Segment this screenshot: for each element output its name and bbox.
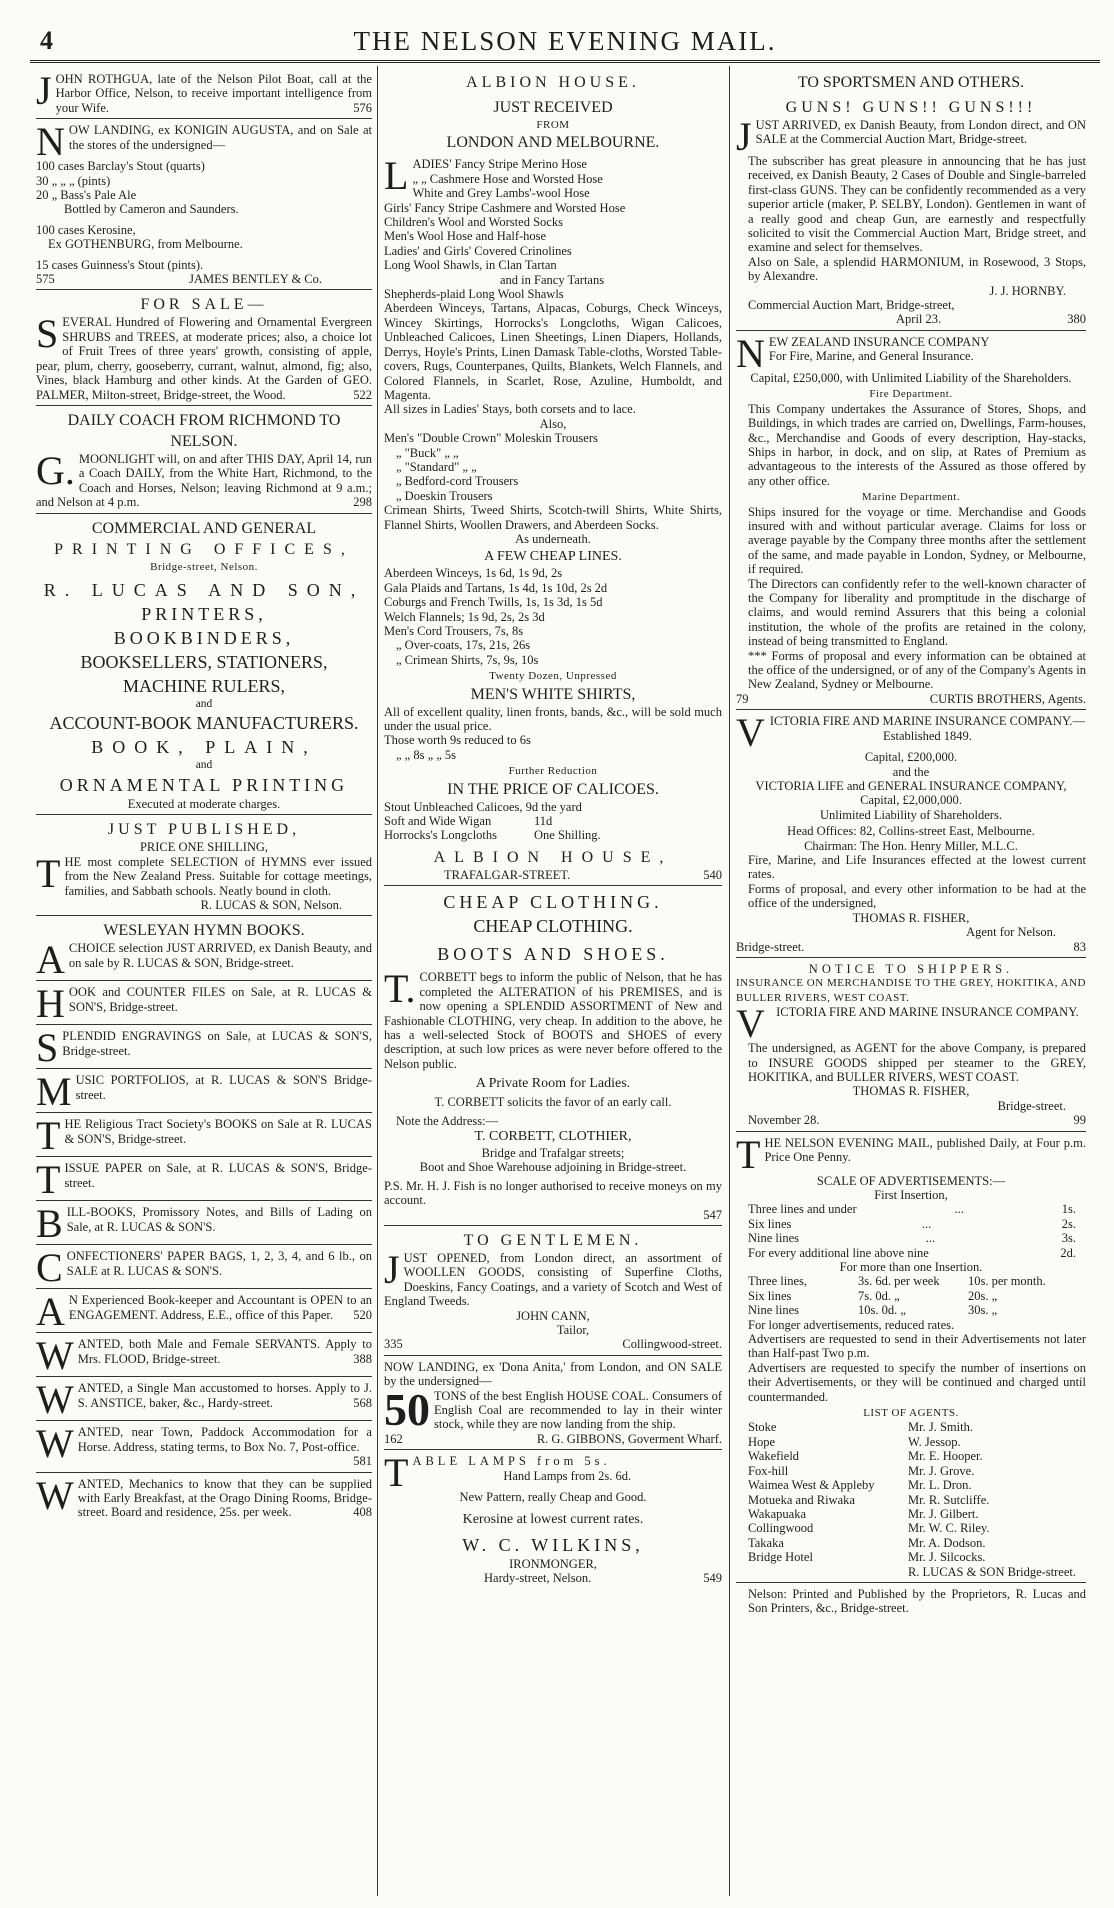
ad-line: T. CORBETT solicits the favor of an early call. [434, 1095, 672, 1110]
ad-line: PRICE ONE SHILLING, [139, 840, 269, 855]
ad-bookkeeper: A N Experienced Book-keeper and Accountant is OPEN to an ENGAGEMENT. Address, E.E., office of this Paper. 520 [36, 1289, 372, 1335]
ad-signature: THOMAS R. FISHER, [852, 910, 970, 925]
ad-table-lamps: TABLE LAMPS from 5s. Hand Lamps from 2s. 6d. New Pattern, really Cheap and Good. Kerosine at lowest current rates. W. C. WILKINS, IRONMONGER, Hardy-street, Nelson. 549 [384, 1450, 722, 1586]
ad-line: Bridge-street. [736, 939, 805, 954]
ad-line: 11d [534, 814, 553, 829]
rate-value: 7s. 0d. „ [858, 1288, 900, 1303]
ad-text: ISSUE PAPER on Sale, at R. LUCAS & SON'S, Bridge-street. [64, 1161, 372, 1190]
agent-name: Mr. W. C. Riley. [908, 1521, 990, 1536]
ad-text: This Company undertakes the Assurance of Stores, Shops, and Buildings, in which trades are carried on, Dwellings, Farm-houses, &c., Merchandise and Goods of every description, Hay-stacks, Ships in harbor, in dock, and on slip, at Rates of Premium as advantageous to the interests of the Assured as those offered by any other office. [748, 401, 1086, 488]
ad-text: PLENDID ENGRAVINGS on Sale, at LUCAS & SON'S, Bridge-street. [62, 1029, 372, 1058]
ad-victoria-insurance: VICTORIA FIRE AND MARINE INSURANCE COMPANY.—Established 1849. Capital, £200,000. and the VICTORIA LIFE and GENERAL INSURANCE COMPANY, Capital, £2,000,000. Unlimited Liability of Shareholders. Head Offices: 82, Collins-street East, Melbourne. Chairman: The Hon. Henry Miller, M.L.C. Fire, Marine, and Life Insurances effected at the lowest current rates. Forms of proposal, and every other information to be had at the office of the undersigned, THOMAS R. FISHER, Agent for Nelson. Bridge-street. 83 [736, 710, 1086, 958]
ad-line: Coburgs and French Twills, 1s, 1s 3d, 1s 5d [384, 595, 603, 610]
ad-text: HE NELSON EVENING MAIL, published Daily, at Four p.m. Price One Penny. [764, 1135, 1086, 1164]
ad-tract: THE Religious Tract Society's BOOKS on Sale at R. LUCAS & SON'S, Bridge-street. [36, 1113, 372, 1159]
ad-text: Forms of proposal, and every other information to be had at the office of the undersigned, [748, 881, 1086, 911]
ad-heading: ACCOUNT-BOOK MANUFACTURERS. [49, 713, 359, 734]
ad-number: 408 [353, 1505, 372, 1520]
ad-heading: MEN'S WHITE SHIRTS, [470, 685, 636, 703]
ad-line: Shepherds-plaid Long Wool Shawls [384, 287, 564, 302]
ad-text: The Directors can confidently refer to the well-known character of the Company for liberality and promptitude in the discharge of claims, and would remind Assurers that this being a colonial institution, the whole of the profits are retained in the colony, instead of being transmitted to England. [748, 576, 1086, 649]
ad-line: For Fire, Marine, and General Insurance. [768, 349, 974, 364]
ad-line: Those worth 9s reduced to 6s [384, 733, 531, 748]
ad-text: CHOICE selection JUST ARRIVED, ex Danish Beauty, and on sale by R. LUCAS & SON, Bridge-street. [68, 941, 372, 970]
ad-line: Capital, £200,000. [864, 750, 958, 765]
ad-line: 30 „ „ „ (pints) [36, 173, 111, 188]
ad-text: ANTED, a Single Man accustomed to horses. Apply to J. S. ANSTICE, baker, &c., Hardy-street. [77, 1381, 372, 1410]
ad-heading: BOOKSELLERS, STATIONERS, [80, 651, 328, 672]
ad-heading: FOR SALE— [140, 296, 268, 314]
ad-line: „ Crimean Shirts, 7s, 9s, 10s [396, 652, 539, 667]
ad-signature: J. J. HORNBY. [989, 283, 1066, 298]
ad-line: Men's "Double Crown" Moleskin Trousers [384, 431, 598, 446]
rate-value: 1s. [1061, 1202, 1076, 1217]
ad-heading: A FEW CHEAP LINES. [484, 549, 622, 565]
rate-label: Three lines and under [748, 1202, 857, 1217]
ad-line: Unlimited Liability of Shareholders. [820, 807, 1002, 822]
ad-line: Bottled by Cameron and Saunders. [64, 202, 239, 217]
ad-konigin: NOW LANDING, ex KONIGIN AUGUSTA, and on Sale at the stores of the undersigned— 100 cases Barclay's Stout (quarts) 30 „ „ „ (pints) 20 „ Bass's Pale Ale Bottled by Cameron and Saunders. 100 cases Kerosine, Ex GOTHENBURG, from Melbourne. 15 cases Guinness's Stout (pints). 575 JAMES BENTLEY & Co. [36, 119, 372, 290]
ad-heading: SCALE OF ADVERTISEMENTS:— [816, 1173, 1006, 1188]
ad-text: HE Religious Tract Society's BOOKS on Sale at R. LUCAS & SON'S, Bridge-street. [64, 1117, 372, 1146]
rate-value: 2d. [1060, 1245, 1076, 1260]
ad-heading: EW ZEALAND INSURANCE COMPANY [768, 334, 990, 349]
ad-text: ONFECTIONERS' PAPER BAGS, 1, 2, 3, 4, and 6 lb., on SALE at R. LUCAS & SON'S. [66, 1249, 372, 1278]
ad-text: HE most complete SELECTION of HYMNS ever issued from the New Zealand Press. Suitable for cottage meetings, families, and Sabbath schools. Neatly bound in cloth. [64, 854, 372, 898]
ad-signature: THOMAS R. FISHER, [852, 1084, 970, 1099]
ad-line: Ex GOTHENBURG, from Melbourne. [48, 237, 243, 252]
newspaper-title: THE NELSON EVENING MAIL. [353, 26, 777, 56]
agent-place: Bridge Hotel [748, 1550, 813, 1565]
ad-line: Boot and Shoe Warehouse adjoining in Bridge-street. [419, 1160, 687, 1175]
ad-text: NOW LANDING, ex 'Dona Anita,' from London, and ON SALE by the undersigned— [384, 1359, 722, 1389]
ad-to-gentlemen: TO GENTLEMEN. JUST OPENED, from London direct, an assortment of WOOLLEN GOODS, consisting of Superfine Cloths, Doeskins, Fancy Coatings, and a variety of Scotch and West of England Tweeds. JOHN CANN, Tailor, 335 Collingwood-street. [384, 1226, 722, 1356]
ad-text: UST OPENED, from London direct, an assortment of WOOLLEN GOODS, consisting of Superfine Cloths, Doeskins, Fancy Coatings, and a variety of Scotch and West of England Tweeds. [384, 1250, 722, 1309]
ad-text: UST ARRIVED, ex Danish Beauty, from London direct, and ON SALE at the Commercial Auction Mart, Bridge-street. [755, 118, 1086, 147]
ad-line: Stout Unbleached Calicoes, 9d the yard [384, 799, 582, 814]
ad-signature: JOHN CANN, [516, 1308, 590, 1323]
rate-dots: ... [921, 1216, 932, 1231]
agent-name: Mr. A. Dodson. [908, 1535, 986, 1550]
imprint-text: Nelson: Printed and Published by the Proprietors, R. Lucas and Son Printers, &c., Bridge-street. [748, 1586, 1086, 1616]
ad-line: Men's Cord Trousers, 7s, 8s [384, 624, 524, 638]
ad-line: FROM [536, 119, 570, 131]
ad-heading: Marine Department. [861, 491, 961, 504]
ad-line: For more than one Insertion. [839, 1260, 983, 1274]
ad-line: INSURANCE ON MERCHANDISE TO THE GREY, HOKITIKA, AND BULLER RIVERS, WEST COAST. [736, 977, 1086, 1004]
ad-line: „ Bedford-cord Trousers [396, 474, 519, 489]
ad-line: First Insertion, [874, 1187, 948, 1202]
rate-value: 30s. „ [968, 1303, 998, 1318]
ad-line: 100 cases Barclay's Stout (quarts) [36, 159, 205, 174]
rate-label: Nine lines [748, 1303, 800, 1318]
ad-text: TONS of the best English HOUSE COAL. Consumers of English Coal are recommended to lay in their winter stock, while they are now landing from the ship. [434, 1388, 722, 1432]
ad-line: „ "Buck" „ „ [396, 445, 459, 460]
ad-line: For longer advertisements, reduced rates. [748, 1317, 955, 1332]
ad-heading: JUST RECEIVED [493, 99, 613, 116]
ad-notice-to-shippers: NOTICE TO SHIPPERS. INSURANCE ON MERCHANDISE TO THE GREY, HOKITIKA, AND BULLER RIVERS, WEST COAST. VICTORIA FIRE AND MARINE INSURANCE COMPANY. The undersigned, as AGENT for the above Company, is prepared to INSURE GOODS shipped per steamer to the GREY, HOKITIKA, and BULLER RIVERS, WEST COAST. THOMAS R. FISHER, Bridge-street. November 28. 99 [736, 958, 1086, 1132]
ad-wesleyan: WESLEYAN HYMN BOOKS. ACHOICE selection JUST ARRIVED, ex Danish Beauty, and on sale by R. LUCAS & SON, Bridge-street. [36, 916, 372, 981]
ad-line: and the [892, 764, 930, 779]
ad-number: 520 [353, 1307, 372, 1322]
agent-name: Mr. J. Grove. [908, 1463, 975, 1478]
ad-line: Welch Flannels; 1s 9d, 2s, 2s 3d [384, 609, 545, 624]
ad-just-published: JUST PUBLISHED, PRICE ONE SHILLING, THE most complete SELECTION of HYMNS ever issued from the New Zealand Press. Suitable for cottage meetings, families, and Sabbath schools. Neatly bound in cloth. R. LUCAS & SON, Nelson. [36, 815, 372, 916]
ad-number: 388 [353, 1351, 372, 1366]
ad-paddock: WANTED, near Town, Paddock Accommodation for a Horse. Address, stating terms, to Box No. 7, Post-office. 581 [36, 1421, 372, 1472]
ad-heading: Fire Department. [869, 388, 953, 401]
rate-dots: ... [954, 1202, 964, 1217]
ad-heading: IN THE PRICE OF CALICOES. [447, 780, 659, 798]
ad-line: ADIES' Fancy Stripe Merino Hose [412, 157, 587, 172]
ad-text: Advertisers are requested to send in their Advertisements not later than Half-past Two p.m. [748, 1332, 1086, 1361]
agent-name: W. Jessop. [908, 1434, 961, 1449]
column-right [736, 68, 1086, 1616]
ad-line: and [195, 697, 213, 710]
ad-number: 581 [353, 1454, 372, 1469]
rate-label: Six lines [748, 1216, 792, 1231]
ad-line: Agent for Nelson. [966, 925, 1056, 940]
masthead-rule [30, 60, 1100, 63]
ad-heading: PRINTING OFFICES, [54, 540, 354, 558]
ad-coal [384, 1356, 722, 1450]
ad-for-sale: FOR SALE— SEVERAL Hundred of Flowering and Ornamental Evergreen SHRUBS and TREES, at moderate prices; also, a choice lot of Fruit Trees of three years' growth, consisting of apple, pear, plum, cherry, gooseberry, currant, walnut, almond, fig; also, Vines, black Hamburg and other kinds. At the Garden of GEO. PALMER, Milton-street, Bridge-street, the Wood. 522 [36, 290, 372, 405]
agents-list [736, 1420, 1086, 1564]
rate-dots: ... [925, 1231, 936, 1246]
ad-heading: MACHINE RULERS, [122, 675, 285, 696]
ad-line: and in Fancy Tartans [500, 272, 605, 287]
ad-line: 20 „ Bass's Pale Ale [36, 188, 137, 203]
ad-line: and [195, 759, 213, 772]
ad-line: Further Reduction [508, 765, 598, 778]
agent-place: Stoke [748, 1420, 777, 1435]
ad-tissue: TISSUE PAPER on Sale, at R. LUCAS & SON'S, Bridge-street. [36, 1157, 372, 1203]
ad-line: White and Grey Lambs'-wool Hose [412, 186, 590, 201]
ad-text: Also on Sale, a splendid HARMONIUM, in Rosewood, 3 Stops, by Alexandre. [748, 254, 1086, 284]
ad-number: 162 [384, 1431, 403, 1446]
ad-line: New Pattern, really Cheap and Good. [459, 1490, 647, 1505]
ad-heading: LONDON AND MELBOURNE. [446, 134, 660, 152]
ad-daily-coach: DAILY COACH FROM RICHMOND TO NELSON. G. MOONLIGHT will, on and after THIS DAY, April 14, run a Coach DAILY, from the White Hart, Richmond, to the Coach and Horses, Nelson; leaving Richmond at 9 a.m.; and Nelson at 4 p.m. 298 [36, 406, 372, 514]
ad-heading: ALBION HOUSE. [466, 74, 640, 91]
ad-music: MUSIC PORTFOLIOS, at R. LUCAS & SON'S Bridge-street. [36, 1069, 372, 1115]
ad-line: „ Doeskin Trousers [396, 488, 493, 503]
ad-line: „ Over-coats, 17s, 21s, 26s [396, 638, 531, 653]
ad-mechanics: WANTED, Mechanics to know that they can be supplied with Early Breakfast, at the Orago Dining Rooms, Bridge-street. Board and residence, 25s. per week. 408 [36, 1472, 372, 1520]
ad-line: TRAFALGAR-STREET. [444, 867, 571, 882]
ad-albion-house: ALBION HOUSE. JUST RECEIVED FROM LONDON AND MELBOURNE. LADIES' Fancy Stripe Merino Hose „ „ Cashmere Hose and Worsted Hose White and Grey Lambs'-wool Hose Girls' Fancy Stripe Cashmere and Worsted Hose Children's Wool and Worsted Socks Men's Wool Hose and Half-hose Ladies' and Girls' Covered Crinolines Long Wool Shawls, in Clan Tartan and in Fancy Tartans Shepherds-plaid Long Wool Shawls Aberdeen Winceys, Tartans, Alpacas, Coburgs, Check Winceys, Wincey Skirtings, Horrocks's Longcloths, Wigan Calicoes, Unbleached Calicoes, Linen Sheetings, Linen Diapers, Hollands, Derrys, Hoyle's Prints, Linen Damask Table-cloths, Worsted Table-covers, Rugs, Counterpanes, Quilts, Blankets, Welch Flannels, and Colored Flannels, in Scarlet, Rose, Azuline, Humboldt, and Magenta. All sizes in Ladies' Stays, both corsets and to lace. Also, Men's "Double Crown" Moleskin Trousers „ "Buck" „ „ „ "Standard" „ „ „ Bedford-cord Trousers „ Doeskin Trousers Crimean Shirts, Tweed Shirts, Scotch-twill Shirts, White Shirts, Flannel Shirts, Woollen Drawers, and Aberdeen Socks. As underneath. A FEW CHEAP LINES. Aberdeen Winceys, 1s 6d, 1s 9d, 2s Gala Plaids and Tartans, 1s 4d, 1s 10d, 2s 2d Coburgs and French Twills, 1s, 1s 3d, 1s 5d Welch Flannels; 1s 9d, 2s, 2s 3d Men's Cord Trousers, 7s, 8s „ Over-coats, 17s, 21s, 26s „ Crimean Shirts, 7s, 9s, 10s Twenty Dozen, Unpressed MEN'S WHITE SHIRTS, All of excellent quality, linen fronts, bands, &c., will be sold much under the usual price. Those worth 9s reduced to 6s „ „ 8s „ „ 5s Further Reduction IN THE PRICE OF CALICOES. Stout Unbleached Calicoes, 9d the yard Soft and Wide Wigan 11d Horrocks's Longcloths One Shilling. ALBION HOUSE, TRAFALGAR-STREET. 540 [384, 68, 722, 886]
rate-value: 10s. 0d. „ [858, 1303, 906, 1318]
ad-heading: BOOKBINDERS, [113, 627, 295, 648]
ad-line: Bridge and Trafalgar streets; [481, 1145, 625, 1160]
ad-engravings: SPLENDID ENGRAVINGS on Sale, at LUCAS & SON'S, Bridge-street. [36, 1025, 372, 1071]
ad-line: One Shilling. [534, 828, 601, 843]
agent-name: Mr. J. Silcocks. [908, 1550, 986, 1565]
ad-heading: T. CORBETT, CLOTHIER, [474, 1128, 632, 1144]
ad-line: Also, [539, 416, 567, 431]
agent-place: Wakefield [748, 1449, 800, 1464]
ad-line: Head Offices: 82, Collins-street East, Melbourne. [787, 824, 1035, 839]
ad-text: *** Forms of proposal and every information can be obtained at the office of the undersigned, or of any of the Company's Agents in New Zealand, Sydney or Melbourne. [748, 648, 1086, 692]
ad-heading: COMMERCIAL AND GENERAL [91, 519, 317, 537]
column-middle [384, 68, 722, 1588]
ad-number: 549 [703, 1571, 722, 1586]
ad-text: EVERAL Hundred of Flowering and Ornamental Evergreen SHRUBS and TREES, at moderate prices; also, a choice lot of Fruit Trees of three years' growth, consisting of apple, pear, plum, cherry, gooseberry, currant, walnut, almond, fig; also, Vines, black Hamburg and other kinds. At the Garden of GEO. PALMER, Milton-street, Bridge-street, the Wood. [36, 315, 372, 402]
ad-line: Girls' Fancy Stripe Cashmere and Worsted Hose [384, 200, 626, 215]
ad-line: 15 cases Guinness's Stout (pints). [36, 257, 204, 272]
ad-line: As underneath. [515, 531, 591, 546]
agent-name: Mr. J. Smith. [908, 1420, 973, 1435]
ad-text: Advertisers are requested to specify the number of insertions on their Advertisements, or they will be continued and charged until countermanded. [748, 1360, 1086, 1404]
ad-sportsmen: TO SPORTSMEN AND OTHERS. GUNS! GUNS!! GUNS!!! JUST ARRIVED, ex Danish Beauty, from London direct, and ON SALE at the Commercial Auction Mart, Bridge-street. The subscriber has great pleasure in announcing that he has just received, ex Danish Beauty, 2 Cases of Double and Single-barreled first-class GUNS. They can be confidently recommended as a very superior article (maker, P. SELBY, London). Gentlemen in want of a really good and cheap Gun, are earnestly and respectfully solicited to visit the Commercial Auction Mart, Bridge street, and examine and select for themselves. Also on Sale, a splendid HARMONIUM, in Rosewood, 3 Stops, by Alexandre. J. J. HORNBY. Commercial Auction Mart, Bridge-street, April 23. 380 [736, 68, 1086, 331]
ad-heading: TO SPORTSMEN AND OTHERS. [797, 74, 1025, 91]
ad-heading: NOTICE TO SHIPPERS. [808, 961, 1014, 976]
ad-line: Capital, £250,000, with Unlimited Liability of the Shareholders. [750, 370, 1072, 385]
ad-number: 540 [703, 867, 722, 882]
agent-name: Mr. R. Sutcliffe. [908, 1492, 990, 1507]
ad-rothgua: JOHN ROTHGUA, late of the Nelson Pilot Boat, call at the Harbor Office, Nelson, to receive important intelligence from your Wife. 576 [36, 68, 372, 119]
ad-line: November 28. [748, 1113, 820, 1128]
ad-single-man: WANTED, a Single Man accustomed to horses. Apply to J. S. ANSTICE, baker, &c., Hardy-street. 568 [36, 1377, 372, 1423]
column-divider [729, 66, 730, 1896]
ad-heading: CHEAP CLOTHING. [473, 916, 633, 937]
ad-heading: R. LUCAS AND SON, [43, 579, 365, 600]
ad-servants: WANTED, both Male and Female SERVANTS. Apply to Mrs. FLOOD, Bridge-street. 388 [36, 1333, 372, 1379]
column-left [36, 68, 372, 1523]
ad-line: Horrocks's Longcloths [384, 828, 498, 843]
ad-heading: PRINTERS, [141, 603, 267, 624]
rate-label: For every additional line above nine [748, 1245, 929, 1260]
ad-number: 335 [384, 1337, 403, 1352]
rate-value: 20s. „ [968, 1288, 998, 1303]
ad-text: Ships insured for the voyage or time. Merchandise and Goods insured with and without particular average. Claims for loss or average payable by the Company three months after the settlement of the same, and made payable in London, Sydney, or Melbourne, if required. [748, 504, 1086, 577]
ad-files: HOOK and COUNTER FILES on Sale, at R. LUCAS & SON'S, Bridge-street. [36, 981, 372, 1027]
ad-line: Children's Wool and Worsted Socks [384, 215, 563, 230]
ad-line: Hardy-street, Nelson. [484, 1571, 592, 1586]
ad-line: Collingwood-street. [622, 1337, 722, 1352]
ad-line: Soft and Wide Wigan [384, 814, 492, 829]
ad-heading: BOOTS AND SHOES. [437, 944, 669, 965]
ad-line: Ladies' and Girls' Covered Crinolines [384, 243, 572, 258]
agent-place: Takaka [748, 1535, 784, 1550]
agent-place: Fox-hill [748, 1463, 789, 1478]
ad-line: „ „ Cashmere Hose and Worsted Hose [412, 171, 603, 186]
ad-heading: Kerosine at lowest current rates. [462, 1511, 644, 1527]
ad-heading: VICTORIA LIFE and GENERAL INSURANCE COMPANY, [755, 779, 1067, 794]
ad-line: Men's Wool Hose and Half-hose [384, 229, 547, 244]
ad-heading: CHEAP CLOTHING. [443, 892, 663, 913]
ad-signature: R. LUCAS & SON, Nelson. [200, 897, 342, 912]
ad-text: OW LANDING, ex KONIGIN AUGUSTA, and on Sale at the stores of the undersigned— [68, 123, 372, 152]
ad-line: Executed at moderate charges. [127, 796, 281, 811]
ad-line: „ „ 8s „ „ 5s [396, 747, 457, 762]
ad-heading: ICTORIA FIRE AND MARINE INSURANCE COMPANY. [776, 1005, 1079, 1020]
ad-printing-offices [36, 514, 372, 816]
ad-heading: WESLEYAN HYMN BOOKS. [103, 922, 305, 940]
ad-heading: BOOK, PLAIN, [91, 737, 317, 758]
ad-heading: ALBION HOUSE, [433, 848, 673, 866]
ad-number: 547 [703, 1207, 722, 1222]
ad-text: Fire, Marine, and Life Insurances effected at the lowest current rates. [748, 853, 1086, 882]
ad-line: „ "Standard" „ „ [396, 459, 477, 474]
ad-big-number: 50 [384, 1383, 430, 1435]
ad-text: The undersigned, as AGENT for the above Company, is prepared to INSURE GOODS shipped per steamer to the GREY, HOKITIKA, and BULLER RIVERS, WEST COAST. [748, 1041, 1086, 1084]
ad-line: Aberdeen Winceys, 1s 6d, 1s 9d, 2s [384, 566, 563, 581]
ad-signature: R. G. GIBBONS, Goverment Wharf. [536, 1431, 722, 1446]
agent-place: Wakapuaka [748, 1506, 806, 1521]
rate-label: Three lines, [748, 1274, 808, 1289]
ad-heading: DAILY COACH FROM RICHMOND TO NELSON. [67, 411, 341, 450]
agent-place: Motueka and Riwaka [748, 1492, 855, 1507]
ad-text: Crimean Shirts, Tweed Shirts, Scotch-twill Shirts, White Shirts, Flannel Shirts, Woollen Drawers, and Aberdeen Socks. [384, 503, 722, 532]
ad-heading: LIST OF AGENTS. [863, 1407, 959, 1420]
ad-text: USIC PORTFOLIOS, at R. LUCAS & SON'S Bridge-street. [75, 1073, 372, 1102]
ad-heading: ORNAMENTAL PRINTING [59, 774, 349, 795]
ad-text: OOK and COUNTER FILES on Sale, at R. LUCAS & SON'S, Bridge-street. [68, 985, 372, 1014]
ad-text: MOONLIGHT will, on and after THIS DAY, April 14, run a Coach DAILY, from the White Hart, Richmond, to the Coach and Horses, Nelson; leaving Richmond at 9 a.m.; and Nelson at 4 p.m. [36, 451, 372, 510]
ad-nelson-evening-mail: THE NELSON EVENING MAIL, published Daily, at Four p.m. Price One Penny. SCALE OF ADVERTISEMENTS:— First Insertion, Three lines and under ... 1s. Six lines ... 2s. Nine lines ... 3s. For every additional line above nine 2d. For more than one Insertion. Three lines, 3s. 6d. per week 10s. per month. Six lines 7s. 0d. „ 20s. „ Nine lines 10s. 0d. „ 30s. „ For longer advertisements, reduced rates. Advertisers are requested to send in their Advertisements not later than Half-past Two p.m. Advertisers are requested to specify the number of insertions on their Advertisements, or they will be continued and charged until countermanded. LIST OF AGENTS. Stoke Mr. J. Smith. Hope W. Jessop. Wakefield Mr. E. Hooper. Fox-hill Mr. J. Grove. Waimea West & Appleby Mr. L. Dron. Motueka and Riwaka Mr. R. Sutcliffe. Wakapuaka Mr. J. Gilbert. Collingwood Mr. W. C. Riley. Takaka Mr. A. Dodson. Bridge Hotel Mr. J. Silcocks. R. LUCAS & SON Bridge-street. [736, 1132, 1086, 1583]
ad-cheap-clothing: CHEAP CLOTHING. CHEAP CLOTHING. BOOTS AND SHOES. T. CORBETT begs to inform the public of Nelson, that he has completed the ALTERATION of his PREMISES, and is now opening a SPLENDID ASSORTMENT of New and Fashionable CLOTHING, very cheap. In addition to the above, he has a well-selected Stock of BOOTS and SHOES of every description, at such low prices as were never before offered to the Nelson public. A Private Room for Ladies. T. CORBETT solicits the favor of an early call. Note the Address:— T. CORBETT, CLOTHIER, Bridge and Trafalgar streets; Boot and Shoe Warehouse adjoining in Bridge-street. P.S. Mr. H. J. Fish is no longer authorised to receive moneys on my account. 547 [384, 886, 722, 1226]
ad-signature: JAMES BENTLEY & Co. [189, 272, 322, 287]
ad-line: Twenty Dozen, Unpressed [489, 670, 617, 683]
ad-line: Bridge-street. [997, 1098, 1066, 1113]
agent-name: Mr. J. Gilbert. [908, 1506, 979, 1521]
ad-number: 83 [1073, 939, 1086, 954]
rate-value: 2s. [1061, 1216, 1076, 1231]
ad-heading: TO GENTLEMEN. [463, 1231, 643, 1249]
ad-heading: GUNS! GUNS!! GUNS!!! [785, 99, 1037, 116]
ad-signature: R. LUCAS & SON Bridge-street. [907, 1564, 1076, 1579]
ad-number: 380 [1067, 312, 1086, 327]
ad-number: 522 [353, 387, 372, 402]
ad-line: IRONMONGER, [509, 1556, 597, 1571]
ad-text: ANTED, both Male and Female SERVANTS. Apply to Mrs. FLOOD, Bridge-street. [77, 1337, 372, 1366]
ad-text: Aberdeen Winceys, Tartans, Alpacas, Coburgs, Check Winceys, Wincey Skirtings, Horrocks's Longcloths, Wigan Calicoes, Unbleached Calicoes, Linen Sheetings, Linen Diapers, Hollands, Derrys, Hoyle's Prints, Linen Damask Table-cloths, Worsted Table-covers, Rugs, Counterpanes, Quilts, Blankets, Welch Flannels, and Colored Flannels, in Scarlet, Rose, Azuline, Humboldt, and Magenta. [384, 301, 722, 402]
masthead [30, 0, 1100, 64]
ad-text: All of excellent quality, linen fronts, bands, &c., will be sold much under the usual price. [384, 704, 722, 734]
ad-line: Note the Address:— [396, 1113, 499, 1128]
agent-place: Waimea West & Appleby [748, 1478, 875, 1493]
ad-number: 575 [36, 272, 55, 287]
agent-place: Collingwood [748, 1521, 814, 1536]
ad-text: ANTED, near Town, Paddock Accommodation for a Horse. Address, stating terms, to Box No. 7, Post-office. [77, 1425, 372, 1454]
ad-heading: W. C. WILKINS, [462, 1534, 644, 1555]
ad-line: Long Wool Shawls, in Clan Tartan [384, 258, 557, 273]
ad-heading: A Private Room for Ladies. [475, 1076, 631, 1092]
ad-line: Commercial Auction Mart, Bridge-street, [748, 298, 955, 313]
imprint [736, 1583, 1086, 1616]
ad-text: N Experienced Book-keeper and Accountant is OPEN to an ENGAGEMENT. Address, E.E., office of this Paper. [68, 1293, 372, 1322]
ad-line: 100 cases Kerosine, [36, 222, 136, 237]
rate-label: Nine lines [748, 1231, 800, 1246]
ad-heading: ABLE LAMPS from 5s. [412, 1454, 611, 1469]
agent-name: Mr. E. Hooper. [908, 1449, 983, 1464]
ad-line: Bridge-street, Nelson. [150, 560, 258, 573]
ad-nz-insurance: NEW ZEALAND INSURANCE COMPANY For Fire, Marine, and General Insurance. Capital, £250,000, with Unlimited Liability of the Shareholders. Fire Department. This Company undertakes the Assurance of Stores, Shops, and Buildings, in which trades are carried on, Dwellings, Farm-houses, &c., Merchandise and Goods of every description, Hay-stacks, Ships in harbor, in dock, and on slip, at Rates of Premium as advantageous to the interests of the Assured as those offered by any other office. Marine Department. Ships insured for the voyage or time. Merchandise and Goods insured with and without particular average. Claims for loss or average payable by the Company three months after the settlement of the same, and made payable in London, Sydney, or Melbourne, if required. The Directors can confidently refer to the well-known character of the Company for liberality and promptitude in the discharge of claims, and would remind Assurers that this being a colonial institution, the whole of the profits are retained in the colony, instead of being transmitted to England. *** Forms of proposal and every information can be obtained at the office of the undersigned, or of any of the Company's Agents in New Zealand, Sydney or Melbourne. 79 CURTIS BROTHERS, Agents. [736, 331, 1086, 710]
ad-line: All sizes in Ladies' Stays, both corsets and to lace. [384, 402, 636, 417]
ad-heading: JUST PUBLISHED, [107, 821, 301, 839]
ad-line: Chairman: The Hon. Henry Miller, M.L.C. [804, 838, 1018, 853]
rate-value: 3s. 6d. per week [858, 1274, 940, 1289]
ad-number: 79 [736, 691, 749, 706]
ad-number: 576 [353, 100, 372, 115]
agent-place: Hope [748, 1434, 776, 1449]
ad-text: ANTED, Mechanics to know that they can be supplied with Early Breakfast, at the Orago Dining Rooms, Bridge-street. Board and residence, 25s. per week. [77, 1476, 372, 1520]
ad-line: April 23. [896, 312, 942, 327]
ad-confectioners: CONFECTIONERS' PAPER BAGS, 1, 2, 3, 4, and 6 lb., on SALE at R. LUCAS & SON'S. [36, 1245, 372, 1291]
ad-heading: ICTORIA FIRE AND MARINE INSURANCE COMPANY.—Established 1849. [769, 714, 1085, 743]
rate-label: Six lines [748, 1288, 792, 1303]
rate-value: 3s. [1061, 1231, 1076, 1246]
ad-text: P.S. Mr. H. J. Fish is no longer authorised to receive moneys on my account. [384, 1178, 722, 1208]
ad-line: Hand Lamps from 2s. 6d. [503, 1468, 632, 1483]
ad-line: Tailor, [556, 1323, 590, 1337]
ad-text: OHN ROTHGUA, late of the Nelson Pilot Boat, call at the Harbor Office, Nelson, to receive important intelligence from your Wife. [55, 72, 372, 115]
rate-value: 10s. per month. [968, 1274, 1046, 1289]
ad-number: 568 [353, 1395, 372, 1410]
ad-text: ILL-BOOKS, Promissory Notes, and Bills of Lading on Sale, at R. LUCAS & SON'S. [66, 1205, 372, 1234]
ad-bills: BILL-BOOKS, Promissory Notes, and Bills of Lading on Sale, at R. LUCAS & SON'S. [36, 1201, 372, 1247]
ad-text: The subscriber has great pleasure in announcing that he has just received, ex Danish Beauty, 2 Cases of Double and Single-barreled first-class GUNS. They can be confidently recommended as a very superior article (maker, P. SELBY, London). Gentlemen in want of a really good and cheap Gun, are earnestly and respectfully solicited to visit the Commercial Auction Mart, Bridge street, and examine and select for themselves. [748, 154, 1086, 255]
column-divider [377, 66, 378, 1896]
ad-text: CORBETT begs to inform the public of Nelson, that he has completed the ALTERATION of his PREMISES, and is now opening a SPLENDID ASSORTMENT of New and Fashionable CLOTHING, very cheap. In addition to the above, he has a well-selected Stock of BOOTS and SHOES of every description, at such low prices as were never before offered to the Nelson public. [384, 970, 722, 1071]
agent-name: Mr. L. Dron. [908, 1478, 972, 1493]
ad-line: Gala Plaids and Tartans, 1s 4d, 1s 10d, 2s 2d [384, 580, 608, 595]
ad-number: 298 [353, 495, 372, 510]
ad-signature: CURTIS BROTHERS, Agents. [929, 691, 1086, 706]
ad-number: 99 [1073, 1113, 1086, 1128]
ad-line: Capital, £2,000,000. [860, 793, 962, 808]
page-number: 4 [40, 26, 53, 55]
